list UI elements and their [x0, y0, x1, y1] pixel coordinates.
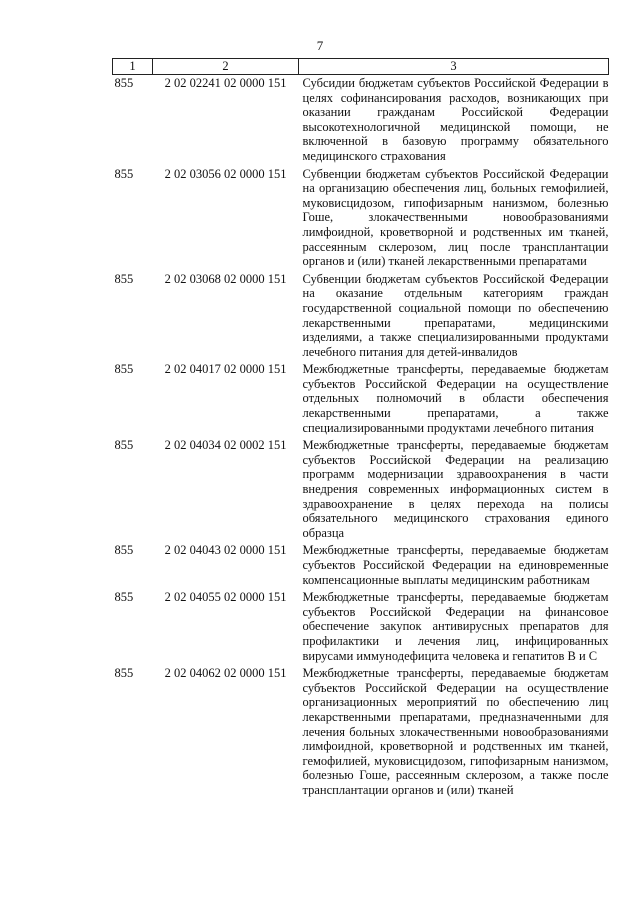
table-row — [113, 666, 609, 800]
budget-code-cell: 2 02 04055 02 0000 151 — [164, 590, 287, 605]
description-cell: Межбюджетные трансферты, передаваемые бюджетам субъектов Российской Федерации на единовременные компенсационные выплаты медицинским работникам — [302, 543, 609, 587]
budget-code-cell: 2 02 04062 02 0000 151 — [164, 666, 287, 681]
table-header-row — [113, 59, 609, 75]
budget-code-cell: 2 02 03056 02 0000 151 — [164, 166, 287, 181]
table-row — [113, 438, 609, 543]
table-row — [113, 590, 609, 666]
table-row — [113, 272, 609, 363]
column-header-2: 2 — [153, 59, 299, 75]
budget-codes-table — [112, 58, 609, 801]
admin-code-cell: 855 — [114, 438, 134, 453]
admin-code-cell: 855 — [114, 666, 134, 681]
admin-code-cell: 855 — [114, 543, 134, 558]
budget-code-cell: 2 02 04043 02 0000 151 — [164, 543, 287, 558]
column-header-3: 3 — [299, 59, 609, 75]
description-cell: Межбюджетные трансферты, передаваемые бюджетам субъектов Российской Федерации на реализацию программ модернизации здравоохранения в части внедрения современных информационных систем в здравоохранение в целях перехода на полисы обязательного медицинского страхования единого образца — [302, 438, 609, 540]
description-cell: Межбюджетные трансферты, передаваемые бюджетам субъектов Российской Федерации на финансовое обеспечение закупок антивирусных препаратов для профилактики и лечения лиц, инфицированных вирусами иммунодефицита человека и гепатитов B и C — [302, 590, 609, 663]
admin-code-cell: 855 — [114, 271, 134, 286]
admin-code-cell: 855 — [114, 76, 134, 90]
page-number: 7 — [316, 38, 324, 53]
admin-code-cell: 855 — [114, 166, 134, 181]
description-cell: Субвенции бюджетам субъектов Российской Федерации на организацию обеспечения лиц, больных гемофилией, муковисцидозом, гипофизарным нанизмом, болезнью Гоше, злокачественными новообразованиями лимфоидной, кроветворной и родственных им тканей, рассеянным склерозом, лиц после трансплантации органов и (или) тканей лекарственными препаратами — [302, 166, 609, 269]
table-row — [113, 167, 609, 272]
description-cell: Субвенции бюджетам субъектов Российской Федерации на оказание отдельным категориям граждан государственной социальной помощи по обеспечению лекарственными препаратами, медицинскими изделиями, а также специализированными продуктами лечебного питания для детей-инвалидов — [302, 271, 609, 359]
column-header-1: 1 — [113, 59, 153, 75]
budget-code-cell: 2 02 04034 02 0002 151 — [164, 438, 287, 453]
budget-code-cell: 2 02 03068 02 0000 151 — [164, 271, 287, 286]
description-cell: Субсидии бюджетам субъектов Российской Федерации в целях софинансирования расходов, возникающих при оказании гражданам Российской Федерации высокотехнологичной медицинской помощи, не включенной в базовую программу обязательного медицинского страхования — [302, 76, 609, 163]
table-row — [113, 75, 609, 167]
budget-code-cell: 2 02 02241 02 0000 151 — [164, 76, 287, 90]
budget-code-cell: 2 02 04017 02 0000 151 — [164, 362, 287, 377]
description-cell: Межбюджетные трансферты, передаваемые бюджетам субъектов Российской Федерации на осуществление отдельных полномочий в области обеспечения лекарственными препаратами, а также специализированными продуктами лечебного питания — [302, 362, 609, 435]
description-cell: Межбюджетные трансферты, передаваемые бюджетам субъектов Российской Федерации на осуществление организационных мероприятий по обеспечению лиц лекарственными препаратами, предназначенными для лечения больных злокачественными новообразованиями лимфоидной, кроветворной и родственных им тканей, гемофилией, муковисцидозом, гипофизарным нанизмом, болезнью Гоше, рассеянным склерозом, а также после трансплантации органов и (или) тканей — [302, 666, 609, 797]
admin-code-cell: 855 — [114, 362, 134, 377]
admin-code-cell: 855 — [114, 590, 134, 605]
table-row — [113, 362, 609, 438]
table-row — [113, 543, 609, 590]
